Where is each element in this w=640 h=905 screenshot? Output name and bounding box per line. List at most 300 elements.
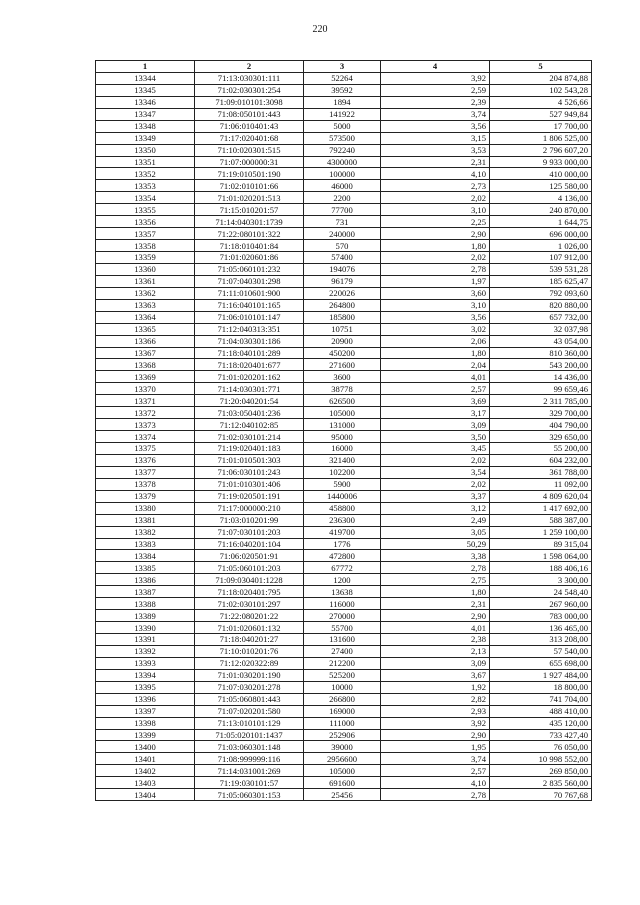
cadastral-number-cell: 71:12:040313:351 — [195, 323, 304, 335]
rate-cell: 2,75 — [381, 574, 490, 586]
amount-cell: 107 912,00 — [490, 252, 592, 264]
table-row — [96, 419, 592, 431]
table-row — [96, 765, 592, 777]
row-id-cell: 13387 — [96, 586, 195, 598]
rate-cell: 1,92 — [381, 681, 490, 693]
rate-cell: 4,10 — [381, 777, 490, 789]
rate-cell: 2,78 — [381, 789, 490, 801]
rate-cell: 3,50 — [381, 431, 490, 443]
area-cell: 141922 — [304, 108, 381, 120]
cadastral-number-cell: 71:06:010101:147 — [195, 311, 304, 323]
table-row — [96, 192, 592, 204]
cadastral-number-cell: 71:02:030101:214 — [195, 431, 304, 443]
rate-cell: 1,80 — [381, 347, 490, 359]
row-id-cell: 13375 — [96, 443, 195, 455]
rate-cell: 2,90 — [381, 228, 490, 240]
cadastral-number-cell: 71:18:040201:27 — [195, 634, 304, 646]
area-cell: 1440006 — [304, 490, 381, 502]
cadastral-number-cell: 71:03:010201:99 — [195, 514, 304, 526]
amount-cell: 588 387,00 — [490, 514, 592, 526]
cadastral-number-cell: 71:16:040201:104 — [195, 538, 304, 550]
rate-cell: 3,15 — [381, 132, 490, 144]
rate-cell: 3,56 — [381, 311, 490, 323]
cadastral-number-cell: 71:10:010201:76 — [195, 645, 304, 657]
cadastral-number-cell: 71:19:030101:57 — [195, 777, 304, 789]
cadastral-number-cell: 71:01:010301:406 — [195, 478, 304, 490]
column-header-4: 4 — [381, 61, 490, 73]
rate-cell: 50,29 — [381, 538, 490, 550]
cadastral-number-cell: 71:17:020401:68 — [195, 132, 304, 144]
column-header-5: 5 — [490, 61, 592, 73]
area-cell: 450200 — [304, 347, 381, 359]
table-row — [96, 550, 592, 562]
page-number: 220 — [312, 24, 328, 35]
cadastral-number-cell: 71:09:030401:1228 — [195, 574, 304, 586]
table-row — [96, 204, 592, 216]
amount-cell: 10 998 552,00 — [490, 753, 592, 765]
amount-cell: 604 232,00 — [490, 454, 592, 466]
amount-cell: 269 850,00 — [490, 765, 592, 777]
amount-cell: 329 650,00 — [490, 431, 592, 443]
rate-cell: 4,01 — [381, 622, 490, 634]
area-cell: 52264 — [304, 72, 381, 84]
amount-cell: 361 788,00 — [490, 466, 592, 478]
cadastral-number-cell: 71:18:010401:84 — [195, 240, 304, 252]
row-id-cell: 13344 — [96, 72, 195, 84]
cadastral-number-cell: 71:01:020201:513 — [195, 192, 304, 204]
area-cell: 102200 — [304, 466, 381, 478]
amount-cell: 136 465,00 — [490, 622, 592, 634]
table-row — [96, 371, 592, 383]
area-cell: 266800 — [304, 693, 381, 705]
rate-cell: 3,54 — [381, 466, 490, 478]
amount-cell: 404 790,00 — [490, 419, 592, 431]
table-row — [96, 538, 592, 550]
table-row — [96, 252, 592, 264]
area-cell: 525200 — [304, 669, 381, 681]
table-row — [96, 263, 592, 275]
row-id-cell: 13366 — [96, 335, 195, 347]
table-row — [96, 490, 592, 502]
table-row — [96, 610, 592, 622]
table-row — [96, 717, 592, 729]
amount-cell: 1 259 100,00 — [490, 526, 592, 538]
row-id-cell: 13398 — [96, 717, 195, 729]
area-cell: 13638 — [304, 586, 381, 598]
amount-cell: 543 200,00 — [490, 359, 592, 371]
amount-cell: 267 960,00 — [490, 598, 592, 610]
table-body — [96, 72, 592, 800]
rate-cell: 3,45 — [381, 443, 490, 455]
cadastral-number-cell: 71:07:000000:31 — [195, 156, 304, 168]
area-cell: 185800 — [304, 311, 381, 323]
rate-cell: 2,57 — [381, 765, 490, 777]
row-id-cell: 13391 — [96, 634, 195, 646]
cadastral-number-cell: 71:02:030101:297 — [195, 598, 304, 610]
cadastral-number-cell: 71:11:010601:900 — [195, 287, 304, 299]
table-row — [96, 777, 592, 789]
rate-cell: 2,90 — [381, 729, 490, 741]
cadastral-number-cell: 71:02:030301:254 — [195, 84, 304, 96]
amount-cell: 9 933 000,00 — [490, 156, 592, 168]
table-row — [96, 753, 592, 765]
table-row — [96, 443, 592, 455]
amount-cell: 4 136,00 — [490, 192, 592, 204]
table-row — [96, 359, 592, 371]
row-id-cell: 13380 — [96, 502, 195, 514]
cadastral-number-cell: 71:03:050401:236 — [195, 407, 304, 419]
cadastral-number-cell: 71:05:060801:443 — [195, 693, 304, 705]
row-id-cell: 13371 — [96, 395, 195, 407]
cadastral-number-cell: 71:12:020322:89 — [195, 657, 304, 669]
row-id-cell: 13346 — [96, 96, 195, 108]
amount-cell: 410 000,00 — [490, 168, 592, 180]
area-cell: 20900 — [304, 335, 381, 347]
cadastral-number-cell: 71:01:020201:162 — [195, 371, 304, 383]
rate-cell: 3,53 — [381, 144, 490, 156]
row-id-cell: 13390 — [96, 622, 195, 634]
table-row — [96, 72, 592, 84]
table-row — [96, 228, 592, 240]
amount-cell: 240 870,00 — [490, 204, 592, 216]
amount-cell: 99 659,46 — [490, 383, 592, 395]
area-cell: 271600 — [304, 359, 381, 371]
table-row — [96, 478, 592, 490]
row-id-cell: 13362 — [96, 287, 195, 299]
row-id-cell: 13372 — [96, 407, 195, 419]
amount-cell: 488 410,00 — [490, 705, 592, 717]
column-header-2: 2 — [195, 61, 304, 73]
cadastral-number-cell: 71:12:040102:85 — [195, 419, 304, 431]
amount-cell: 2 796 607,20 — [490, 144, 592, 156]
row-id-cell: 13365 — [96, 323, 195, 335]
cadastral-number-cell: 71:20:040201:54 — [195, 395, 304, 407]
row-id-cell: 13347 — [96, 108, 195, 120]
rate-cell: 2,78 — [381, 263, 490, 275]
cadastral-number-cell: 71:01:020601:132 — [195, 622, 304, 634]
rate-cell: 2,02 — [381, 478, 490, 490]
row-id-cell: 13348 — [96, 120, 195, 132]
table-row — [96, 645, 592, 657]
table-row — [96, 132, 592, 144]
row-id-cell: 13402 — [96, 765, 195, 777]
amount-cell: 102 543,28 — [490, 84, 592, 96]
table-row — [96, 669, 592, 681]
row-id-cell: 13379 — [96, 490, 195, 502]
rate-cell: 3,38 — [381, 550, 490, 562]
row-id-cell: 13351 — [96, 156, 195, 168]
table-row — [96, 789, 592, 801]
row-id-cell: 13358 — [96, 240, 195, 252]
amount-cell: 527 949,84 — [490, 108, 592, 120]
rate-cell: 2,90 — [381, 610, 490, 622]
area-cell: 111000 — [304, 717, 381, 729]
amount-cell: 24 548,40 — [490, 586, 592, 598]
rate-cell: 2,59 — [381, 84, 490, 96]
cadastral-number-cell: 71:06:010401:43 — [195, 120, 304, 132]
rate-cell: 3,92 — [381, 72, 490, 84]
row-id-cell: 13396 — [96, 693, 195, 705]
rate-cell: 2,04 — [381, 359, 490, 371]
table-row — [96, 216, 592, 228]
row-id-cell: 13383 — [96, 538, 195, 550]
cadastral-number-cell: 71:04:030301:186 — [195, 335, 304, 347]
table-row — [96, 681, 592, 693]
table-row — [96, 96, 592, 108]
amount-cell: 1 806 525,00 — [490, 132, 592, 144]
row-id-cell: 13401 — [96, 753, 195, 765]
cadastral-number-cell: 71:14:031001:269 — [195, 765, 304, 777]
amount-cell: 14 436,00 — [490, 371, 592, 383]
rate-cell: 2,25 — [381, 216, 490, 228]
area-cell: 39000 — [304, 741, 381, 753]
rate-cell: 3,12 — [381, 502, 490, 514]
rate-cell: 3,09 — [381, 419, 490, 431]
table-row — [96, 323, 592, 335]
table-row — [96, 705, 592, 717]
row-id-cell: 13349 — [96, 132, 195, 144]
area-cell: 472800 — [304, 550, 381, 562]
area-cell: 1200 — [304, 574, 381, 586]
cadastral-number-cell: 71:05:020101:1437 — [195, 729, 304, 741]
area-cell: 270000 — [304, 610, 381, 622]
area-cell: 236300 — [304, 514, 381, 526]
cadastral-number-cell: 71:01:020601:86 — [195, 252, 304, 264]
amount-cell: 4 526,66 — [490, 96, 592, 108]
area-cell: 5000 — [304, 120, 381, 132]
cadastral-number-cell: 71:08:999999:116 — [195, 753, 304, 765]
rate-cell: 3,05 — [381, 526, 490, 538]
amount-cell: 76 050,00 — [490, 741, 592, 753]
row-id-cell: 13392 — [96, 645, 195, 657]
amount-cell: 1 417 692,00 — [490, 502, 592, 514]
table-row — [96, 395, 592, 407]
table-row — [96, 287, 592, 299]
rate-cell: 1,80 — [381, 586, 490, 598]
rate-cell: 3,74 — [381, 753, 490, 765]
area-cell: 25456 — [304, 789, 381, 801]
row-id-cell: 13393 — [96, 657, 195, 669]
cadastral-number-cell: 71:19:020501:191 — [195, 490, 304, 502]
rate-cell: 2,49 — [381, 514, 490, 526]
row-id-cell: 13388 — [96, 598, 195, 610]
row-id-cell: 13381 — [96, 514, 195, 526]
table-row — [96, 693, 592, 705]
area-cell: 169000 — [304, 705, 381, 717]
table-row — [96, 168, 592, 180]
amount-cell: 655 698,00 — [490, 657, 592, 669]
table-row — [96, 335, 592, 347]
cadastral-number-cell: 71:13:010101:129 — [195, 717, 304, 729]
amount-cell: 1 644,75 — [490, 216, 592, 228]
area-cell: 116000 — [304, 598, 381, 610]
row-id-cell: 13395 — [96, 681, 195, 693]
cadastral-number-cell: 71:07:020201:580 — [195, 705, 304, 717]
cadastral-number-cell: 71:18:020401:795 — [195, 586, 304, 598]
area-cell: 458800 — [304, 502, 381, 514]
area-cell: 220026 — [304, 287, 381, 299]
cadastral-number-cell: 71:19:010501:190 — [195, 168, 304, 180]
amount-cell: 741 704,00 — [490, 693, 592, 705]
table-row — [96, 180, 592, 192]
row-id-cell: 13377 — [96, 466, 195, 478]
row-id-cell: 13352 — [96, 168, 195, 180]
cadastral-number-cell: 71:22:080201:22 — [195, 610, 304, 622]
cadastral-number-cell: 71:05:060101:203 — [195, 562, 304, 574]
cadastral-number-cell: 71:06:030101:243 — [195, 466, 304, 478]
amount-cell: 3 300,00 — [490, 574, 592, 586]
table-row — [96, 741, 592, 753]
table-row — [96, 634, 592, 646]
cadastral-number-cell: 71:14:040301:1739 — [195, 216, 304, 228]
rate-cell: 4,01 — [381, 371, 490, 383]
rate-cell: 2,57 — [381, 383, 490, 395]
rate-cell: 2,31 — [381, 598, 490, 610]
amount-cell: 539 531,28 — [490, 263, 592, 275]
area-cell: 2200 — [304, 192, 381, 204]
amount-cell: 32 037,98 — [490, 323, 592, 335]
row-id-cell: 13354 — [96, 192, 195, 204]
rate-cell: 2,02 — [381, 192, 490, 204]
area-cell: 67772 — [304, 562, 381, 574]
row-id-cell: 13361 — [96, 275, 195, 287]
amount-cell: 1 598 064,00 — [490, 550, 592, 562]
area-cell: 105000 — [304, 407, 381, 419]
amount-cell: 17 700,00 — [490, 120, 592, 132]
area-cell: 131000 — [304, 419, 381, 431]
rate-cell: 2,06 — [381, 335, 490, 347]
amount-cell: 18 800,00 — [490, 681, 592, 693]
rate-cell: 3,10 — [381, 299, 490, 311]
area-cell: 3600 — [304, 371, 381, 383]
cadastral-number-cell: 71:01:010501:303 — [195, 454, 304, 466]
area-cell: 573500 — [304, 132, 381, 144]
area-cell: 570 — [304, 240, 381, 252]
row-id-cell: 13399 — [96, 729, 195, 741]
rate-cell: 3,74 — [381, 108, 490, 120]
table-row — [96, 586, 592, 598]
area-cell: 131600 — [304, 634, 381, 646]
amount-cell: 1 026,00 — [490, 240, 592, 252]
area-cell: 27400 — [304, 645, 381, 657]
amount-cell: 1 927 484,00 — [490, 669, 592, 681]
table-row — [96, 347, 592, 359]
cadastral-number-cell: 71:06:020501:91 — [195, 550, 304, 562]
table-row — [96, 466, 592, 478]
area-cell: 2956600 — [304, 753, 381, 765]
table-row — [96, 502, 592, 514]
area-cell: 10000 — [304, 681, 381, 693]
row-id-cell: 13353 — [96, 180, 195, 192]
table-row — [96, 299, 592, 311]
row-id-cell: 13368 — [96, 359, 195, 371]
rate-cell: 3,10 — [381, 204, 490, 216]
area-cell: 240000 — [304, 228, 381, 240]
amount-cell: 733 427,40 — [490, 729, 592, 741]
row-id-cell: 13376 — [96, 454, 195, 466]
amount-cell: 792 093,60 — [490, 287, 592, 299]
table-row — [96, 431, 592, 443]
amount-cell: 810 360,00 — [490, 347, 592, 359]
area-cell: 96179 — [304, 275, 381, 287]
table-row — [96, 144, 592, 156]
cadastral-number-cell: 71:10:020301:515 — [195, 144, 304, 156]
area-cell: 39592 — [304, 84, 381, 96]
area-cell: 1776 — [304, 538, 381, 550]
area-cell: 252906 — [304, 729, 381, 741]
row-id-cell: 13373 — [96, 419, 195, 431]
amount-cell: 820 880,00 — [490, 299, 592, 311]
cadastral-number-cell: 71:14:030301:771 — [195, 383, 304, 395]
row-id-cell: 13400 — [96, 741, 195, 753]
table-row — [96, 526, 592, 538]
row-id-cell: 13384 — [96, 550, 195, 562]
rate-cell: 2,31 — [381, 156, 490, 168]
cadastral-number-cell: 71:03:060301:148 — [195, 741, 304, 753]
cadastral-number-cell: 71:01:030201:190 — [195, 669, 304, 681]
row-id-cell: 13356 — [96, 216, 195, 228]
rate-cell: 2,38 — [381, 634, 490, 646]
row-id-cell: 13394 — [96, 669, 195, 681]
amount-cell: 329 700,00 — [490, 407, 592, 419]
cadastral-number-cell: 71:05:060301:153 — [195, 789, 304, 801]
rate-cell: 3,67 — [381, 669, 490, 681]
row-id-cell: 13389 — [96, 610, 195, 622]
table-row — [96, 729, 592, 741]
row-id-cell: 13355 — [96, 204, 195, 216]
rate-cell: 2,39 — [381, 96, 490, 108]
area-cell: 105000 — [304, 765, 381, 777]
area-cell: 264800 — [304, 299, 381, 311]
rate-cell: 3,56 — [381, 120, 490, 132]
rate-cell: 3,92 — [381, 717, 490, 729]
amount-cell: 55 200,00 — [490, 443, 592, 455]
amount-cell: 57 540,00 — [490, 645, 592, 657]
cadastral-number-cell: 71:18:020401:677 — [195, 359, 304, 371]
amount-cell: 204 874,88 — [490, 72, 592, 84]
area-cell: 38778 — [304, 383, 381, 395]
table-row — [96, 407, 592, 419]
rate-cell: 3,37 — [381, 490, 490, 502]
area-cell: 792240 — [304, 144, 381, 156]
amount-cell: 696 000,00 — [490, 228, 592, 240]
area-cell: 5900 — [304, 478, 381, 490]
data-table — [95, 60, 592, 801]
row-id-cell: 13364 — [96, 311, 195, 323]
amount-cell: 43 054,00 — [490, 335, 592, 347]
area-cell: 419700 — [304, 526, 381, 538]
rate-cell: 3,09 — [381, 657, 490, 669]
rate-cell: 1,95 — [381, 741, 490, 753]
row-id-cell: 13367 — [96, 347, 195, 359]
amount-cell: 188 406,16 — [490, 562, 592, 574]
area-cell: 16000 — [304, 443, 381, 455]
amount-cell: 313 208,00 — [490, 634, 592, 646]
amount-cell: 2 835 560,00 — [490, 777, 592, 789]
table-row — [96, 383, 592, 395]
cadastral-number-cell: 71:09:010101:3098 — [195, 96, 304, 108]
rate-cell: 2,82 — [381, 693, 490, 705]
cadastral-number-cell: 71:07:030101:203 — [195, 526, 304, 538]
area-cell: 691600 — [304, 777, 381, 789]
area-cell: 46000 — [304, 180, 381, 192]
table-row — [96, 657, 592, 669]
cadastral-number-cell: 71:17:000000:210 — [195, 502, 304, 514]
row-id-cell: 13350 — [96, 144, 195, 156]
rate-cell: 1,97 — [381, 275, 490, 287]
table-row — [96, 108, 592, 120]
row-id-cell: 13370 — [96, 383, 195, 395]
